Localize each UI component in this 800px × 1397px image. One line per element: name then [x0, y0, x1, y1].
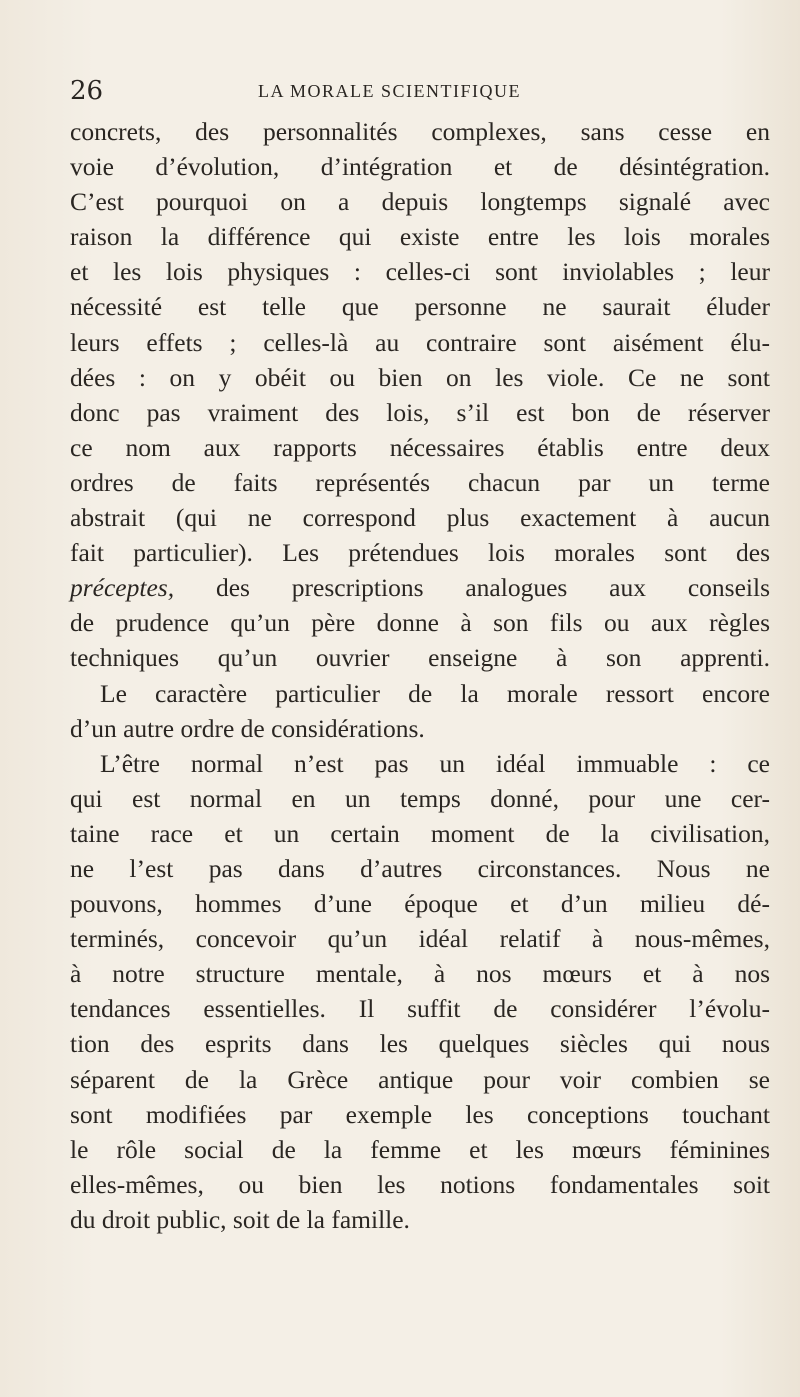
- text-line: ordres de faits représentés chacun par un terme: [70, 467, 770, 497]
- text-line: et les lois physiques : celles-ci sont inviolables ; leur: [70, 257, 770, 287]
- body-text: [70, 114, 770, 1237]
- text-line: raison la différence qui existe entre les lois morales: [70, 222, 770, 252]
- text-line: taine race et un certain moment de la civilisation,: [70, 818, 770, 848]
- italic-word: préceptes,: [70, 573, 175, 603]
- text-line: voie d’évolution, d’intégration et de désintégration.: [70, 152, 770, 182]
- text-line: séparent de la Grèce antique pour voir combien se: [70, 1064, 770, 1094]
- text-line: pouvons, hommes d’une époque et d’un milieu dé-: [70, 889, 770, 919]
- text-line-with-italic: [70, 570, 770, 605]
- running-title: LA MORALE SCIENTIFIQUE: [258, 81, 521, 101]
- text-line: tion des esprits dans les quelques siècles qui nous: [70, 1029, 770, 1059]
- text-line: sont modifiées par exemple les conceptions touchant: [70, 1099, 770, 1129]
- text-line: ne l’est pas dans d’autres circonstances. Nous ne: [70, 853, 770, 883]
- text-line: de prudence qu’un père donne à son fils ou aux règles: [70, 608, 770, 638]
- text-line: ce nom aux rapports nécessaires établis entre deux: [70, 432, 770, 462]
- text-line: nécessité est telle que personne ne saurait éluder: [70, 292, 770, 322]
- text-line: qui est normal en un temps donné, pour une cer-: [70, 783, 770, 813]
- text-line: leurs effets ; celles-là au contraire sont aisément élu-: [70, 327, 770, 357]
- text-line: Le caractère particulier de la morale ressort encore: [100, 678, 770, 708]
- text-line: d’un autre ordre de considérations.: [70, 713, 425, 743]
- page-header: [70, 76, 760, 116]
- text-line: fait particulier). Les prétendues lois morales sont des: [70, 538, 770, 568]
- text-line: C’est pourquoi on a depuis longtemps signalé avec: [70, 187, 770, 217]
- text-line: concrets, des personnalités complexes, sans cesse en: [70, 117, 770, 146]
- text-line: du droit public, soit de la famille.: [70, 1204, 410, 1234]
- text-line: tendances essentielles. Il suffit de considérer l’évolu-: [70, 994, 770, 1024]
- text-line: à notre structure mentale, à nos mœurs et à nos: [70, 959, 770, 989]
- text-line: abstrait (qui ne correspond plus exactement à aucun: [70, 503, 770, 533]
- text-line: donc pas vraiment des lois, s’il est bon de réserver: [70, 397, 770, 427]
- paragraph-start: L’être normal n’est pas un idéal immuable : ce: [100, 748, 770, 778]
- page-number: 26: [70, 76, 104, 106]
- text-line: techniques qu’un ouvrier enseigne à son apprenti.: [70, 643, 770, 673]
- text-line: elles-mêmes, ou bien les notions fondamentales soit: [70, 1169, 770, 1199]
- text-line: le rôle social de la femme et les mœurs féminines: [70, 1134, 770, 1164]
- text-line: dées : on y obéit ou bien on les viole. Ce ne sont: [70, 362, 770, 392]
- line-rest: des prescriptions analogues aux conseils: [174, 573, 770, 603]
- text-line: terminés, concevoir qu’un idéal relatif à nous-mêmes,: [70, 924, 770, 954]
